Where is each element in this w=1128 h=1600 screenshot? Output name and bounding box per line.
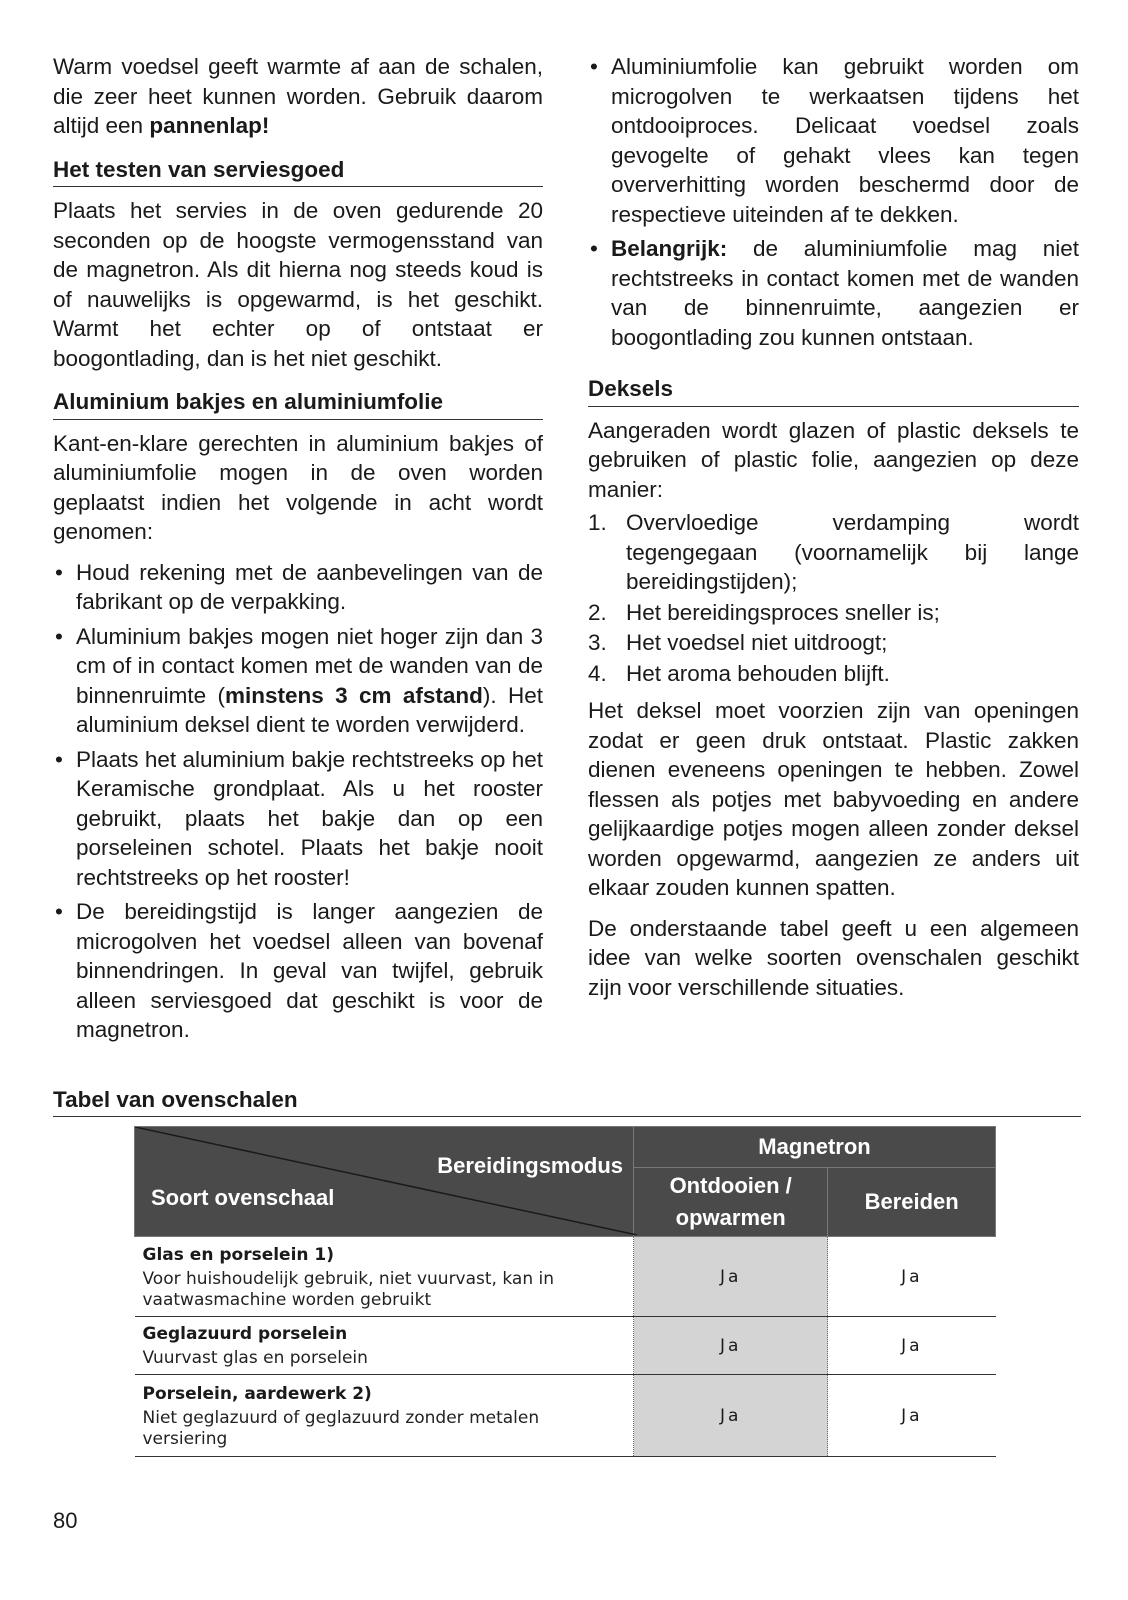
aluminium-bullet-list	[53, 558, 543, 1045]
right-column	[588, 52, 1079, 1013]
lids-paragraph-3: De onderstaande tabel geeft u een algemeen idee van welke soorten ovenschalen geschikt zijn voor verschillende situaties.	[588, 915, 1079, 1000]
list-item: 1. Overvloedige verdamping wordt tegengegaan (voornamelijk bij lange bereidingstijden);	[588, 510, 1079, 594]
lids-numbered-list	[588, 508, 1079, 688]
list-item: • Belangrijk: de aluminiumfolie mag niet rechtstreeks in contact komen met de wanden van de binnenruimte, aangezien er boogontlading zou kunnen ontstaan.	[590, 236, 1079, 350]
testing-paragraph: Plaats het servies in de oven gedurende 20 seconden op de hoogste vermogensstand van de magnetron. Als dit hierna nog steeds koud is of nauwelijks is opgewarmd, is het geschikt. Warmt het echter op of ontstaat er boogontlading, dan is het niet geschikt.	[53, 198, 543, 371]
cell-cook: Ja	[828, 1237, 996, 1317]
intro-bold: pannenlap!	[149, 113, 270, 138]
intro-paragraph: Warm voedsel geeft warmte af aan de schalen, die zeer heet kunnen worden. Gebruik daarom altijd een pannenlap!	[53, 54, 543, 138]
heading-aluminium: Aluminium bakjes en aluminiumfolie	[53, 387, 543, 420]
bullet-icon: •	[55, 623, 63, 649]
heading-lids: Deksels	[588, 374, 1079, 407]
header-type: Soort ovenschaal	[151, 1185, 335, 1210]
list-item: • De bereidingstijd is langer aangezien de microgolven het voedsel alleen van bovenaf binnendringen. In geval van twijfel, gebruik alleen serviesgoed dat geschikt is voor de magnetron.	[55, 899, 543, 1042]
header-mode: Bereidingsmodus	[437, 1153, 624, 1178]
row-description: Glas en porselein 1) Voor huishoudelijk gebruik, niet vuurvast, kan in vaatwasmachine worden gebruikt	[135, 1237, 634, 1317]
heading-testing: Het testen van serviesgoed	[53, 155, 543, 188]
table-row	[135, 1237, 996, 1317]
cell-cook: Ja	[828, 1375, 996, 1457]
cell-defrost: Ja	[634, 1375, 828, 1457]
lids-paragraph-2: Het deksel moet voorzien zijn van openingen zodat er geen druk ontstaat. Plastic zakken dienen eveneens openingen te hebben. Zowel flessen als potjes met babyvoeding en andere gelijkaardige potjes mogen alleen zonder deksel worden opgewarmd, aangezien ze anders uit elkaar zouden kunnen spatten.	[588, 698, 1079, 900]
aluminium-paragraph: Kant-en-klare gerechten in aluminium bakjes of aluminiumfolie mogen in de oven worden geplaatst indien het volgende in acht wordt genomen:	[53, 430, 543, 544]
bullet-icon: •	[55, 899, 63, 924]
header-col1: Ontdooien / opwarmen	[634, 1168, 828, 1237]
cell-defrost: Ja	[634, 1317, 828, 1375]
list-item: 2. Het bereidingsproces sneller is;	[588, 599, 940, 625]
table-title: Tabel van ovenschalen	[53, 1086, 1081, 1117]
list-item: • Aluminiumfolie kan gebruikt worden om microgolven te werkaatsen tijdens het ontdooiproces. Delicaat voedsel zoals gevogelte of gehakt vlees kan tegen oververhitting worden beschermd door de respectieve uiteinden af te dekken.	[590, 54, 1079, 227]
list-item: • Aluminium bakjes mogen niet hoger zijn dan 3 cm of in contact komen met de wanden van de binnenruimte (minstens 3 cm afstand). Het aluminium deksel dient te worden verwijderd.	[55, 623, 544, 737]
row-description: Porselein, aardewerk 2) Niet geglazuurd of geglazuurd zonder metalen versiering	[135, 1375, 634, 1457]
row-description: Geglazuurd porselein Vuurvast glas en porselein	[135, 1317, 634, 1375]
list-item: • Houd rekening met de aanbevelingen van de fabrikant op de verpakking.	[55, 559, 543, 614]
bullet-icon: •	[590, 54, 598, 79]
bullet-icon: •	[590, 236, 598, 261]
left-column	[53, 52, 543, 1050]
page-number: 80	[53, 1508, 78, 1533]
cell-cook: Ja	[828, 1317, 996, 1375]
diagonal-header-cell	[135, 1127, 634, 1237]
diagonal-line-icon	[135, 1127, 637, 1235]
table-row	[135, 1317, 996, 1375]
bullet-icon: •	[55, 559, 63, 585]
list-item: 3. Het voedsel niet uitdroogt;	[588, 630, 888, 655]
ovenware-table	[134, 1126, 996, 1457]
table-row	[135, 1375, 996, 1457]
table-header-row	[135, 1127, 996, 1168]
header-group: Magnetron	[634, 1127, 996, 1168]
bullet-icon: •	[55, 746, 63, 772]
list-item: • Plaats het aluminium bakje rechtstreeks op het Keramische grondplaat. Als u het rooster gebruikt, plaats het bakje dan op een porseleinen schotel. Plaats het bakje nooit rechtstreeks op het rooster!	[55, 746, 543, 890]
foil-bullet-list	[588, 52, 1079, 352]
header-col2: Bereiden	[828, 1168, 996, 1237]
lids-paragraph: Aangeraden wordt glazen of plastic deksels te gebruiken of plastic folie, aangezien op deze manier:	[588, 417, 1079, 502]
cell-defrost: Ja	[634, 1237, 828, 1317]
list-item: 4. Het aroma behouden blijft.	[588, 660, 890, 686]
